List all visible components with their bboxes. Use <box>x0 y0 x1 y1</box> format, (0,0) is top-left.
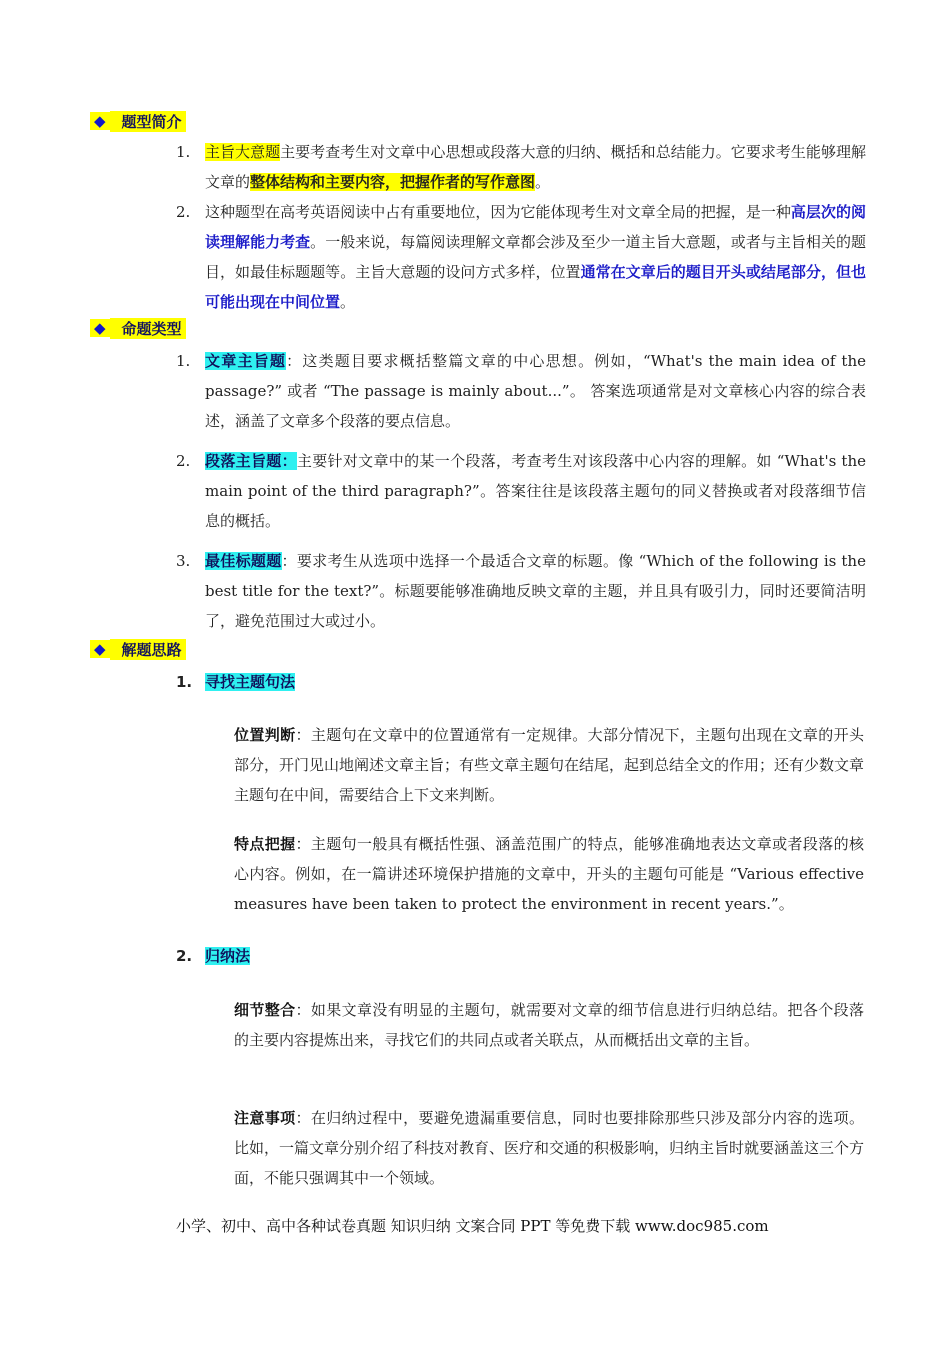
label-colon: ： <box>295 1109 311 1127</box>
method-point <box>234 1103 864 1193</box>
item-number: 1. <box>176 352 191 370</box>
blue-emphasis: 通常在文章后的题目开头或结尾部分，但也可能出现在中间位置 <box>205 263 866 311</box>
section-title: 解题思路 <box>110 639 186 660</box>
item-text: 。一般来说，每篇阅读理解文章都会涉及至少一道主旨大意题，或者与主旨相关的题目，如最佳标题题等。主旨大意题的设问方式多样，位置 <box>205 233 866 281</box>
section-title: 命题类型 <box>110 318 186 339</box>
label-colon: ： <box>295 726 311 744</box>
point-text: 主题句一般具有概括性强、涵盖范围广的特点，能够准确地表达文章或者段落的核心内容。例如，在一篇讲述环境保护措施的文章中，开头的主题句可能是 “Various effective measures have been taken to protect the environment in recent years.”。 <box>234 835 864 913</box>
blue-emphasis: 高层次的阅读理解能力考查 <box>205 203 866 251</box>
method-label: 寻找主题句法 <box>205 673 296 691</box>
method-number: 2. <box>176 947 193 965</box>
label-colon: ： <box>295 1001 311 1019</box>
point-label: 注意事项 <box>234 1109 296 1127</box>
type-label: 文章主旨题 <box>205 352 287 370</box>
method-point <box>234 720 864 810</box>
label-colon: ： <box>281 552 297 570</box>
diamond-bullet-icon: ◆ <box>90 640 110 658</box>
point-label: 特点把握 <box>234 835 296 853</box>
section-heading-intro <box>90 110 186 132</box>
intro-item-1 <box>176 137 866 197</box>
type-item-1 <box>176 346 866 436</box>
emphasis-text: 整体结构和主要内容，把握作者的写作意图 <box>250 173 536 191</box>
point-text: 在归纳过程中，要避免遗漏重要信息，同时也要排除那些只涉及部分内容的选项。比如，一篇文章分别介绍了科技对教育、医疗和交通的积极影响，归纳主旨时就要涵盖这三个方面，不能只强调其中一个领域。 <box>234 1109 865 1187</box>
diamond-bullet-icon: ◆ <box>90 112 110 130</box>
method-heading-2 <box>176 941 866 971</box>
method-point <box>234 829 864 919</box>
item-number: 3. <box>176 552 191 570</box>
highlight-term: 主旨大意题 <box>205 143 281 161</box>
item-text: 这类题目要求概括整篇文章的中心思想。例如，“What's the main idea of the passage?” 或者 “The passage is mainly about...”。 答案选项通常是对文章核心内容的综合表述，涵盖了文章多个段落的要点信息。 <box>205 352 866 430</box>
label-colon: ： <box>286 352 303 370</box>
item-text-end: 。 <box>340 293 356 311</box>
page-footer: 小学、初中、高中各种试卷真题 知识归纳 文案合同 PPT 等免费下载 www.doc985.com <box>176 1217 769 1235</box>
method-label: 归纳法 <box>205 947 251 965</box>
intro-item-2 <box>176 197 866 317</box>
section-title: 题型简介 <box>110 111 186 132</box>
type-item-3 <box>176 546 866 636</box>
point-label: 细节整合 <box>234 1001 296 1019</box>
label-colon: ： <box>295 835 311 853</box>
point-text: 如果文章没有明显的主题句，就需要对文章的细节信息进行归纳总结。把各个段落的主要内容提炼出来，寻找它们的共同点或者关联点，从而概括出文章的主旨。 <box>234 1001 864 1049</box>
method-heading-1 <box>176 667 866 697</box>
method-point <box>234 995 864 1055</box>
method-number: 1. <box>176 673 193 691</box>
item-number: 2. <box>176 452 191 470</box>
point-label: 位置判断 <box>234 726 296 744</box>
type-label: 最佳标题题 <box>205 552 282 570</box>
item-text: 这种题型在高考英语阅读中占有重要地位，因为它能体现考生对文章全局的把握，是一种 <box>205 203 791 221</box>
diamond-bullet-icon: ◆ <box>90 319 110 337</box>
section-heading-types <box>90 317 186 339</box>
item-number: 1. <box>176 143 191 161</box>
item-text: 主要针对文章中的某一个段落，考查考生对该段落中心内容的理解。如 “What's the main point of the third paragraph?”。答案往往是该段落主题句的同义替换或者对段落细节信息的概括。 <box>205 452 866 530</box>
type-item-2 <box>176 446 866 536</box>
type-label: 段落主旨题： <box>205 452 297 470</box>
item-text: 要求考生从选项中选择一个最适合文章的标题。像 “Which of the following is the best title for the text?”。标题要能够准确地反映文章的主题，并且具有吸引力，同时还要简洁明了，避免范围过大或过小。 <box>205 552 866 630</box>
point-text: 主题句在文章中的位置通常有一定规律。大部分情况下，主题句出现在文章的开头部分，开门见山地阐述文章主旨；有些文章主题句在结尾，起到总结全文的作用；还有少数文章主题句在中间，需要结合上下文来判断。 <box>234 726 865 804</box>
section-heading-approach <box>90 638 186 660</box>
item-text: 主要考查考生对文章中心思想或段落大意的归纳、概括和总结能力。它要求考生能够理解文章的 <box>205 143 866 191</box>
item-text-end: 。 <box>535 173 551 191</box>
item-number: 2. <box>176 203 191 221</box>
